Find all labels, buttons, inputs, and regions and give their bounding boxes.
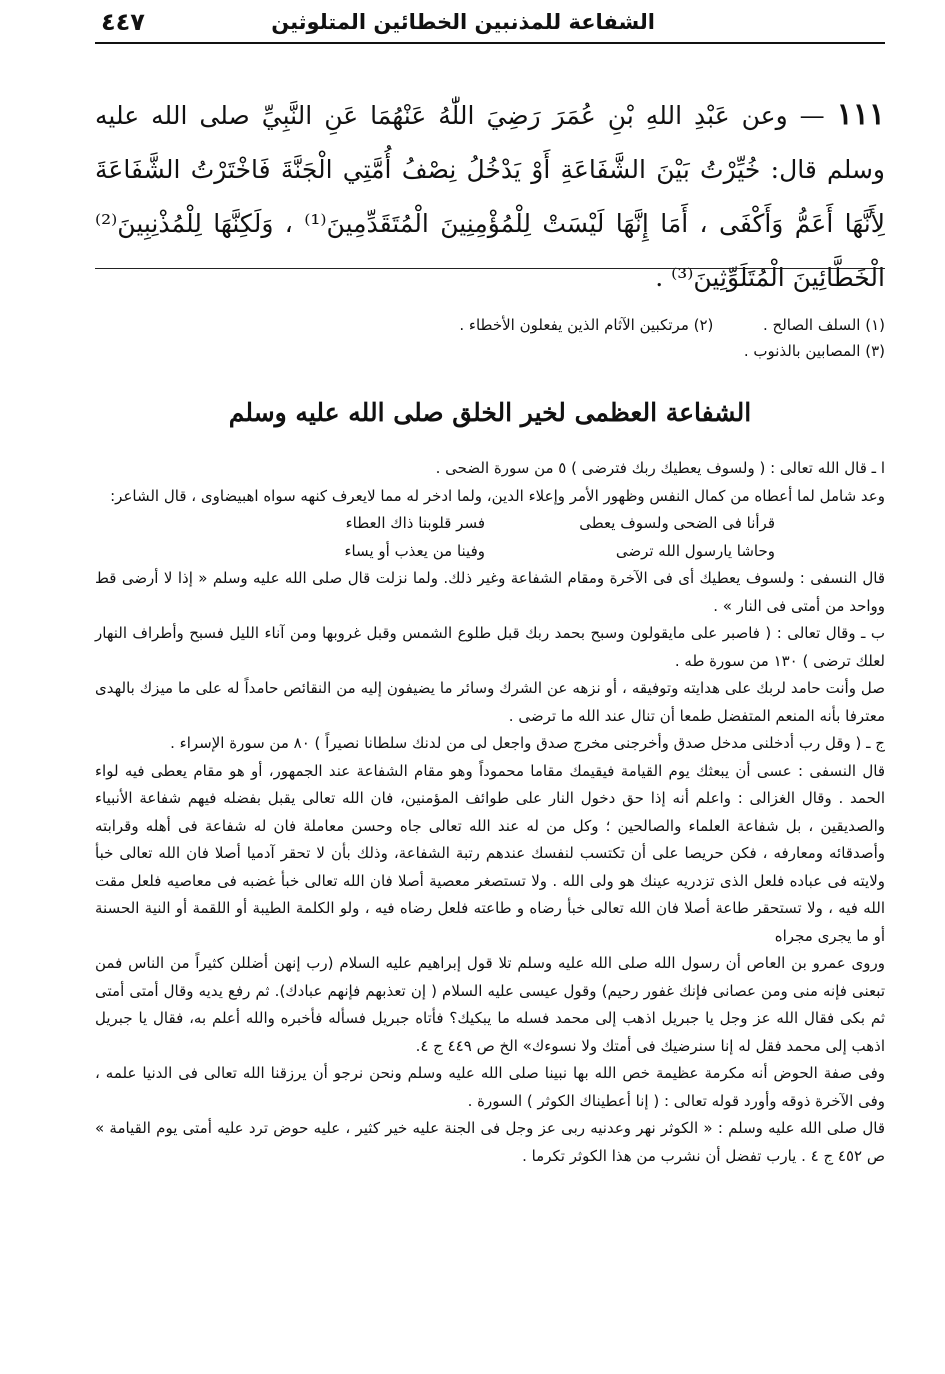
paragraph: صل وأنت حامد لربك على هدايته وتوفيقه ، أو نزهه عن الشرك وسائر ما يضيفون إليه من النقائص حامداً له على ما ميزك بالهدى معترفا بأنه المنعم المتفضل طمعا أن تنال عند الله ما ترضى . xyxy=(95,679,885,725)
paragraph: قال صلى الله عليه وسلم : « الكوثر نهر وعدنيه ربى عز وجل فى الجنة عليه خير كثير ، عليه حوض ترد عليه أمتى يوم القيامة » ص ٤٥٢ ج ٤ . يارب تفضل أن نشرب من هذا الكوثر تكرما . xyxy=(95,1119,885,1165)
divider xyxy=(95,268,885,269)
paragraph: ب ـ وقال تعالى : ( فاصبر على مايقولون وسبح بحمد ربك قبل طلوع الشمس وقبل غروبها ومن آناء الليل فسبح وأطراف النهار لعلك ترضى ) ١٣٠ من سورة طه . xyxy=(95,624,885,670)
page-header xyxy=(95,6,885,44)
paragraph: وروى عمرو بن العاص أن رسول الله صلى الله عليه وسلم تلا قول إبراهيم عليه السلام (رب إنهن أضللن كثيراً من الناس فمن تبعنى فإنه منى ومن عصانى فإنك غفور رحيم) وقول عيسى عليه السلام ( إن تعذبهم فإنهم عبادك). ثم رفع يديه وقال أمتى أمتى ثم بكى فقال الله عز وجل يا جبريل اذهب إلى محمد فسله ما يبكيك؟ فأتاه جبريل فسأله فأخبره والله أعلم به، فقال يا جبريل اذهب إلى محمد فقل له إنا سنرضيك فى أمتك ولا نسوءك» الخ ص ٤٤٩ ج ٤. xyxy=(95,954,885,1055)
poem xyxy=(95,510,885,565)
footnote-row xyxy=(95,312,885,338)
paragraph: قال النسفى : عسى أن يبعثك يوم القيامة فيقيمك مقاما محموداً وهو مقام الشفاعة عند الجمهور، أو هو مقام يعطى فيه لواء الحمد . وقال الغزالى : واعلم أنه إذا حق دخول النار على طوائف المؤمنين، فان الله تعالى يقبل بفضله فيهم شفاعة الأنبياء والصديقين ، بل شفاعة العلماء والصالحين ؛ وكل من له عند الله تعالى جاه وحسن معاملة فان له شفاعة فى أهله وقرابته وأصدقائه ومعارفه ، فكن حريصا على أن تكتسب لنفسك عندهم رتبة الشفاعة، وذلك بأن لا تحقر آدميا أصلا فان الله تعالى خبأ ولايته فى عباده فلعل الذى تزدريه عينك هو ولى الله . ولا تستصغر معصية أصلا فان الله تعالى خبأ غضبه فى معاصيه فلعل مقت الله فيه ، ولا تستحقر طاعة أصلا فان الله تعالى خبأ رضاه و طاعته فلعل رضاه فيه ، ولو الكلمة الطيبة أو اللقمة أو النية الحسنة أو ما يجرى مجراه xyxy=(95,761,885,945)
poem-line xyxy=(95,538,775,566)
footnote-3: (٣) المصابين بالذنوب . xyxy=(743,342,885,360)
page-number: ٤٤٧ xyxy=(101,8,145,36)
footnotes xyxy=(95,312,885,364)
poem-hemistich: وحاشا يارسول الله ترضى xyxy=(615,541,775,560)
body-text xyxy=(95,455,885,1170)
poem-hemistich: قرأنا فى الضحى ولسوف يعطى xyxy=(579,514,775,532)
hadith-text: — وعن عَبْدِ اللهِ بْنِ عُمَرَ رَضِيَ اللّٰهُ عَنْهُمَا عَنِ النَّبِيِّ صلى الله عليه وسلم قال: خُيِّرْتُ بَيْنَ الشَّفَاعَةِ أَوْ يَدْخُلُ نِصْفُ أُمَّتِي الْجَنَّةَ فَاخْتَرْتُ الشَّفَاعَةَ لِأَنَّهَا أَعَمُّ وَأَكْفَى ، أَمَا إِنَّهَا لَيْسَتْ لِلْمُؤْمِنِينَ الْمُتَقَدِّمِينَ⁽¹⁾ ، وَلَكِنَّهَا لِلْمُذْنِبِينَ⁽²⁾ الْخَطَّائِينَ الْمُتَلَوِّثِينَ⁽³⁾ . xyxy=(95,101,885,292)
running-title: الشفاعة للمذنبين الخطائين المتلوثين xyxy=(271,10,655,34)
hadith-block xyxy=(95,88,885,305)
footnote-row xyxy=(95,338,885,364)
footnote-2: (٢) مرتكبين الآثام الذين يفعلون الأخطاء . xyxy=(459,316,714,334)
paragraph: ج ـ ( وقل رب أدخلنى مدخل صدق وأخرجنى مخرج صدق واجعل لى من لدنك سلطانا نصيراً ) ٨٠ من سورة الإسراء . xyxy=(170,734,885,752)
paragraph: ا ـ قال الله تعالى : ( ولسوف يعطيك ربك فترضى ) ٥ من سورة الضحى . xyxy=(435,459,885,477)
section-heading: الشفاعة العظمى لخير الخلق صلى الله عليه وسلم xyxy=(228,398,752,427)
poem-line xyxy=(95,510,775,538)
footnote-1: (١) السلف الصالح . xyxy=(762,316,885,334)
hadith-number: ١١١ xyxy=(836,97,886,132)
paragraph: وعد شامل لما أعطاه من كمال النفس وظهور الأمر وإعلاء الدين، ولما ادخر له مما لايعرف كنهه سواه اهبيضاوى ، قال الشاعر: xyxy=(110,486,885,505)
poem-hemistich: وفينا من يعذب أو يساء xyxy=(344,541,485,560)
poem-hemistich: فسر قلوبنا ذاك العطاء xyxy=(345,514,485,532)
paragraph: قال النسفى : ولسوف يعطيك أى فى الآخرة ومقام الشفاعة وغير ذلك. ولما نزلت قال صلى الله عليه وسلم « إذا لا أرضى قط وواحد من أمتى فى النار » . xyxy=(95,569,885,615)
paragraph: وفى صفة الحوض أنه مكرمة عظيمة خص الله بها نبينا صلى الله عليه وسلم ونحن نرجو أن يرزقنا الله تعالى فى الدنيا علمه ، وفى الآخرة ذوقه وأورد قوله تعالى : ( إنا أعطيناك الكوثر ) السورة . xyxy=(95,1064,885,1110)
